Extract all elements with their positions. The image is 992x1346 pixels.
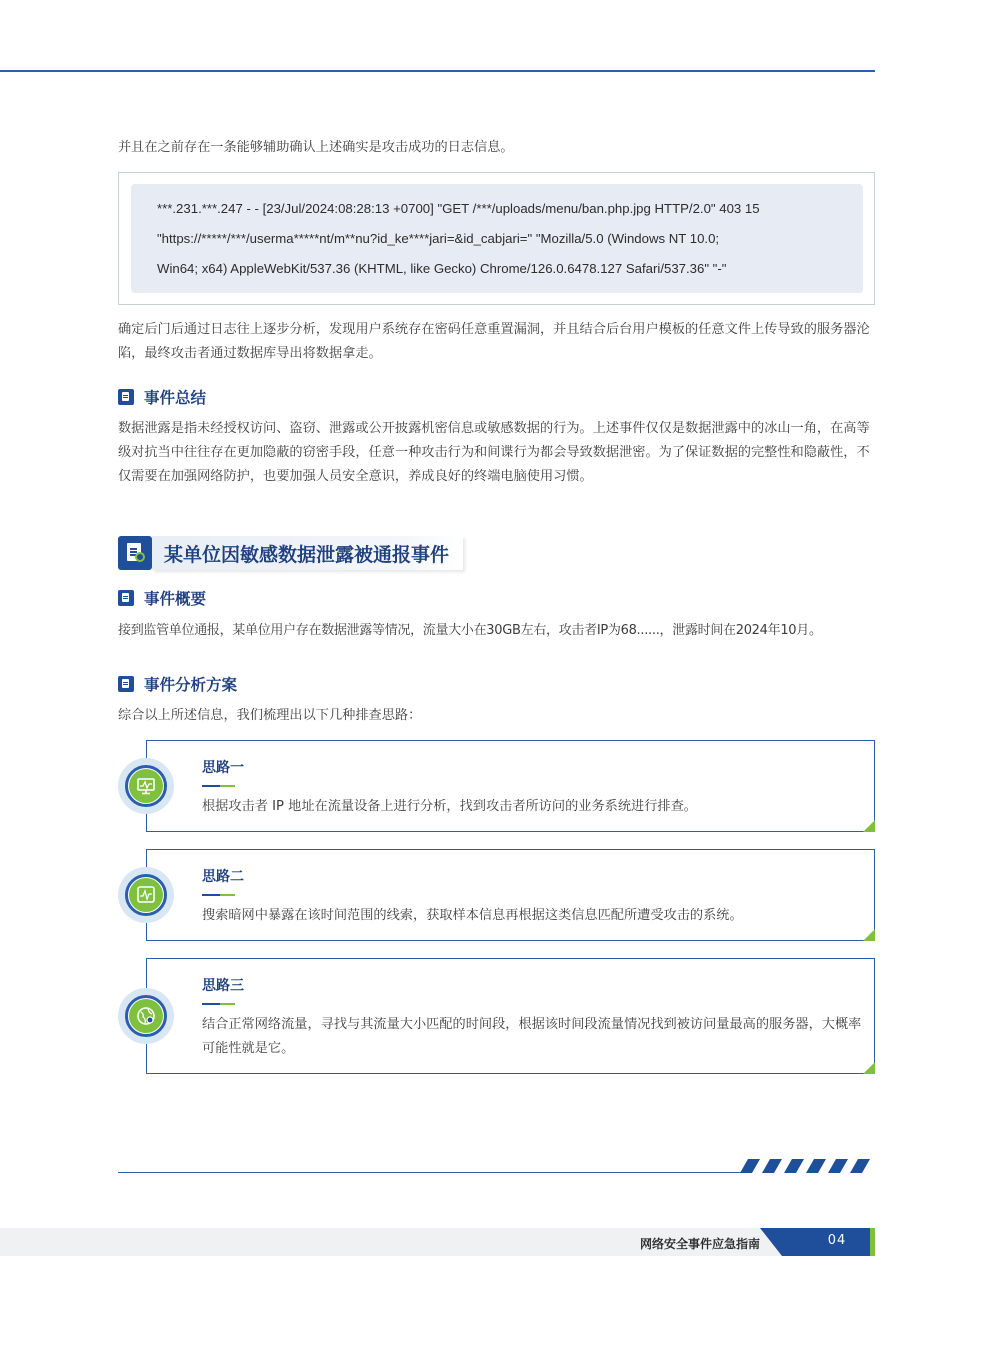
log-content — [131, 184, 863, 293]
chapter-title-bar — [152, 536, 463, 570]
header-rule — [0, 70, 875, 72]
idea-badge-2 — [118, 867, 174, 923]
summary-title: 事件总结 — [144, 389, 207, 407]
intro-paragraph: 并且在之前存在一条能够辅助确认上述确实是攻击成功的日志信息。 — [118, 140, 514, 155]
footer-rule — [118, 1172, 748, 1173]
log-block — [118, 172, 875, 305]
conclusion-paragraph: 确定后门后通过日志往上逐步分析，发现用户系统存在密码任意重置漏洞，并且结合后台用户模板的任意文件上传导致的服务器沦陷，最终攻击者通过数据库导出将数据拿走。 — [118, 322, 870, 361]
overview-heading — [118, 587, 206, 609]
title-underline — [202, 1003, 235, 1005]
log-line: "https://*****/***/userma*****nt/m**nu?id_ke****jari=&id_cabjari=" "Mozilla/5.0 (Windows NT 10.0; — [157, 231, 720, 246]
corner-accent — [863, 820, 875, 832]
analysis-heading — [118, 673, 237, 695]
footer-label: 网络安全事件应急指南 — [640, 1237, 761, 1251]
stripe-decoration — [740, 1159, 876, 1173]
idea-text: 搜索暗网中暴露在该时间范围的线索，获取样本信息再根据这类信息匹配所遭受攻击的系统。 — [202, 908, 743, 923]
idea-badge-3 — [118, 988, 174, 1044]
analysis-title: 事件分析方案 — [144, 676, 238, 694]
summary-heading — [118, 386, 206, 408]
idea-text: 根据攻击者 IP 地址在流量设备上进行分析，找到攻击者所访问的业务系统进行排查。 — [202, 799, 697, 814]
monitor-icon — [129, 769, 163, 803]
document-icon — [118, 389, 134, 405]
document-search-icon — [118, 536, 152, 570]
idea-text: 结合正常网络流量，寻找与其流量大小匹配的时间段，根据该时间段流量情况找到被访问量最高的服务器，大概率可能性就是它。 — [202, 1017, 862, 1056]
analysis-intro: 综合以上所述信息，我们梳理出以下几种排查思路： — [118, 708, 422, 723]
corner-accent — [863, 929, 875, 941]
globe-icon — [129, 999, 163, 1033]
overview-title: 事件概要 — [144, 590, 207, 608]
document-icon — [118, 676, 134, 692]
idea-title: 思路一 — [202, 760, 244, 776]
title-underline — [202, 894, 235, 896]
log-line: Win64; x64) AppleWebKit/537.36 (KHTML, like Gecko) Chrome/126.0.6478.127 Safari/537.36" "-" — [157, 261, 727, 276]
idea-title: 思路三 — [202, 978, 244, 994]
idea-badge-1 — [118, 758, 174, 814]
overview-paragraph: 接到监管单位通报，某单位用户存在数据泄露等情况，流量大小在30GB左右，攻击者IP为68......，泄露时间在2024年10月。 — [118, 623, 822, 638]
summary-paragraph: 数据泄露是指未经授权访问、盗窃、泄露或公开披露机密信息或敏感数据的行为。上述事件仅仅是数据泄露中的冰山一角，在高等级对抗当中往往存在更加隐蔽的窃密手段，任意一种攻击行为和间谍行为都会导致数据泄密。为了保证数据的完整性和隐蔽性，不仅需要在加强网络防护，也要加强人员安全意识，养成良好的终端电脑使用习惯。 — [118, 421, 870, 484]
chapter-heading — [118, 536, 463, 570]
page-number: 04 — [827, 1233, 847, 1248]
pulse-icon — [129, 878, 163, 912]
document-icon — [118, 590, 134, 606]
idea-card-2 — [146, 849, 875, 941]
idea-card-3 — [146, 958, 875, 1074]
corner-accent — [863, 1062, 875, 1074]
idea-card-1 — [146, 740, 875, 832]
idea-title: 思路二 — [202, 869, 244, 885]
chapter-title: 某单位因敏感数据泄露被通报事件 — [164, 543, 450, 566]
title-underline — [202, 785, 235, 787]
log-line: ***.231.***.247 - - [23/Jul/2024:08:28:13 +0700] "GET /***/uploads/menu/ban.php.jpg HTTP/2.0" 403 15 — [157, 201, 760, 216]
